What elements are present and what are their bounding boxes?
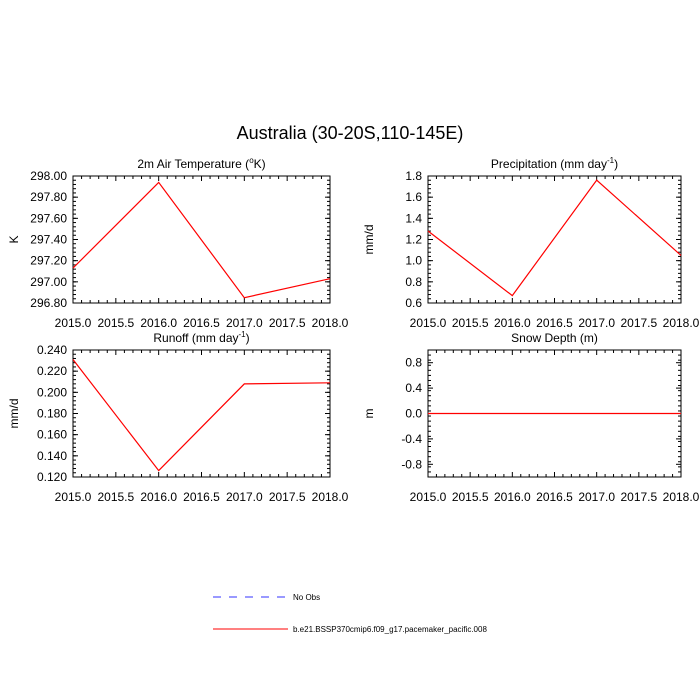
x-tick-label: 2016.5 [183,490,220,504]
y-tick-label: 297.00 [30,274,67,289]
y-tick-label: 1.0 [405,253,422,268]
figure-title: Australia (30-20S,110-145E) [236,123,464,143]
y-tick-label: 298.00 [30,169,67,183]
legend-label: b.e21.BSSP370cmip6.f09_g17.pacemaker_pacific.008 [293,625,487,634]
x-tick-label: 2017.0 [578,490,616,504]
x-tick-label: 2016.0 [493,490,531,504]
y-tick-label: 0.140 [36,448,67,463]
panel-title: Snow Depth (m) [511,331,598,345]
chart-panels [7,156,700,504]
y-tick-label: 0.120 [36,470,67,484]
chart-panel-3 [7,330,349,504]
series-line [428,180,681,295]
x-tick-label: 2016.5 [183,316,220,330]
x-tick-label: 2015.0 [54,316,92,330]
x-tick-label: 2017.0 [578,316,616,330]
y-tick-label: 0.6 [405,296,422,310]
x-tick-label: 2017.5 [268,316,306,330]
y-tick-label: -0.8 [401,457,422,472]
y-axis-label: K [7,235,21,244]
x-tick-label: 2018.0 [311,490,349,504]
x-tick-label: 2015.5 [97,490,135,504]
y-axis-label: mm/d [7,398,21,429]
x-tick-label: 2015.5 [451,490,489,504]
y-tick-label: 0.0 [405,406,422,421]
y-tick-label: 0.8 [405,355,422,370]
x-tick-label: 2016.0 [493,316,531,330]
chart-panel-1 [7,156,349,330]
x-tick-label: 2015.0 [409,316,447,330]
series-line [73,360,330,471]
y-axis-label: m [362,408,376,419]
y-tick-label: 0.4 [405,381,422,396]
y-tick-label: 1.2 [405,232,422,247]
x-tick-label: 2015.5 [97,316,135,330]
plot-frame [73,350,330,477]
y-tick-label: 0.240 [36,343,67,357]
panel-title: Runoff (mm day$^{-1}$) [153,330,250,345]
x-tick-label: 2016.0 [140,490,178,504]
y-tick-label: 0.160 [36,427,67,442]
y-tick-label: 1.8 [405,169,422,183]
legend [213,593,487,634]
x-tick-label: 2016.5 [536,490,573,504]
y-tick-label: 0.180 [36,406,67,421]
series-line [73,182,330,297]
y-tick-label: 296.80 [30,296,67,310]
y-axis-label: mm/d [362,224,376,255]
x-tick-label: 2017.5 [268,490,306,504]
y-tick-label: 1.4 [405,211,422,226]
y-tick-label: 297.40 [30,232,67,247]
chart-panel-2 [362,156,700,330]
y-tick-label: 1.6 [405,190,422,205]
panel-title: Precipitation (mm day$^{-1}$) [490,156,619,171]
x-tick-label: 2018.0 [662,316,700,330]
x-tick-label: 2017.5 [620,490,658,504]
y-tick-label: 0.220 [36,364,67,379]
x-tick-label: 2015.0 [54,490,92,504]
x-tick-label: 2017.5 [620,316,658,330]
panel-title: 2m Air Temperature ($^o$K) [137,156,266,171]
x-tick-label: 2017.0 [225,316,263,330]
y-tick-label: 297.80 [30,190,67,205]
y-tick-label: 297.20 [30,253,67,268]
y-tick-label: 0.8 [405,274,422,289]
x-tick-label: 2016.0 [140,316,178,330]
y-tick-label: 0.200 [36,385,67,400]
x-tick-label: 2016.5 [536,316,573,330]
y-tick-label: 297.60 [30,211,67,226]
x-tick-label: 2017.0 [225,490,263,504]
chart-panel-4 [362,331,700,504]
x-tick-label: 2018.0 [662,490,700,504]
plot-frame [428,176,681,303]
legend-label: No Obs [293,593,321,602]
x-tick-label: 2015.5 [451,316,489,330]
y-tick-label: -0.4 [401,431,422,446]
x-tick-label: 2015.0 [409,490,447,504]
x-tick-label: 2018.0 [311,316,349,330]
